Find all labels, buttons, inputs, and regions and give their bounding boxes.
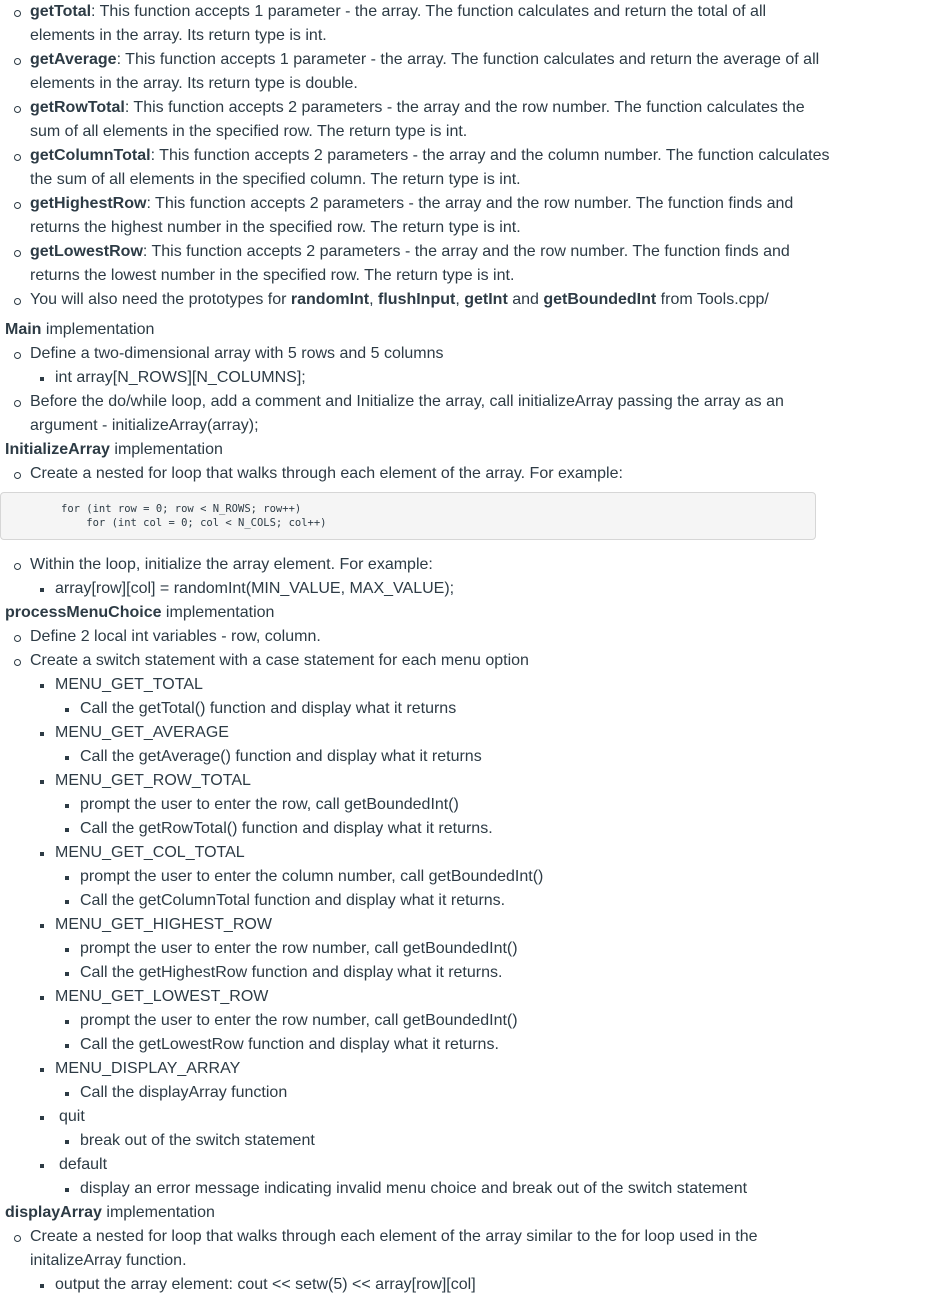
bullet-square-icon [40,1164,44,1168]
bullet-circle-icon [14,563,21,570]
bullet-square-icon [40,588,44,592]
bullet-square-icon [40,996,44,1000]
case-item: Call the getColumnTotal function and display what it returns. [80,889,505,913]
function-item-getaverage-cont: elements in the array. Its return type is double. [30,75,358,92]
function-item-gethighestrow-cont: returns the highest number in the specified row. The return type is int. [30,219,521,236]
case-label: MENU_GET_COL_TOTAL [55,841,245,865]
case-label: MENU_GET_LOWEST_ROW [55,985,268,1009]
function-item-getrowtotal-cont: sum of all elements in the specified row. The return type is int. [30,123,468,140]
display-heading: displayArray implementation [5,1204,215,1221]
code-line: for (int row = 0; row < N_ROWS; row++) [61,503,302,515]
bullet-circle-icon [14,106,21,113]
bullet-square-icon [65,756,69,760]
case-item: display an error message indicating invalid menu choice and break out of the switch statement [80,1177,747,1201]
bullet-square-icon [65,708,69,712]
function-item-getcolumntotal-cont: the sum of all elements in the specified column. The return type is int. [30,171,521,188]
main-define-item: Define a two-dimensional array with 5 rows and 5 columns [30,342,444,366]
bullet-circle-icon [14,635,21,642]
function-item-getaverage: getAverage: This function accepts 1 parameter - the array. The function calculates and return the average of all [30,48,819,72]
bullet-square-icon [65,1188,69,1192]
display-nested-item-cont: initalizeArray function. [30,1252,187,1269]
case-item: Call the getRowTotal() function and display what it returns. [80,817,493,841]
init-within-item: Within the loop, initialize the array element. For example: [30,553,433,577]
main-decl-item: int array[N_ROWS][N_COLUMNS]; [55,366,306,390]
display-output-item: output the array element: cout << setw(5) << array[row][col] [55,1273,476,1297]
bullet-square-icon [40,684,44,688]
main-before-item-cont: argument - initializeArray(array); [30,417,259,434]
function-item-getlowestrow: getLowestRow: This function accepts 2 parameters - the array and the row number. The function finds and [30,240,790,264]
function-item-gettotal: getTotal: This function accepts 1 parameter - the array. The function calculates and return the total of all [30,0,766,24]
bullet-square-icon [65,876,69,880]
bullet-square-icon [40,1284,44,1288]
bullet-circle-icon [14,58,21,65]
bullet-square-icon [65,1092,69,1096]
bullet-square-icon [40,1116,44,1120]
bullet-square-icon [40,1068,44,1072]
bullet-circle-icon [14,202,21,209]
bullet-circle-icon [14,1235,21,1242]
case-label: MENU_GET_AVERAGE [55,721,229,745]
bullet-square-icon [40,377,44,381]
main-before-item: Before the do/while loop, add a comment and Initialize the array, call initializeArray passing the array as an [30,390,784,414]
case-label: default [59,1153,107,1177]
bullet-square-icon [65,1020,69,1024]
process-switch-item: Create a switch statement with a case statement for each menu option [30,649,529,673]
case-item: Call the getAverage() function and display what it returns [80,745,482,769]
bullet-circle-icon [14,154,21,161]
bullet-circle-icon [14,250,21,257]
case-item: prompt the user to enter the row, call getBoundedInt() [80,793,459,817]
case-item: prompt the user to enter the row number, call getBoundedInt() [80,937,518,961]
case-item: prompt the user to enter the row number, call getBoundedInt() [80,1009,518,1033]
bullet-circle-icon [14,352,21,359]
display-nested-item: Create a nested for loop that walks through each element of the array similar to the for loop used in the [30,1225,758,1249]
bullet-square-icon [40,924,44,928]
code-line: for (int col = 0; col < N_COLS; col++) [61,517,327,529]
bullet-square-icon [65,1140,69,1144]
case-label: MENU_DISPLAY_ARRAY [55,1057,240,1081]
bullet-circle-icon [14,400,21,407]
case-label: MENU_GET_ROW_TOTAL [55,769,251,793]
code-block [0,492,816,540]
bullet-square-icon [65,972,69,976]
init-assign-item: array[row][col] = randomInt(MIN_VALUE, MAX_VALUE); [55,577,454,601]
case-label: quit [59,1105,85,1129]
bullet-circle-icon [14,659,21,666]
case-label: MENU_GET_HIGHEST_ROW [55,913,272,937]
case-item: Call the getTotal() function and display what it returns [80,697,456,721]
process-heading: processMenuChoice implementation [5,604,275,621]
bullet-square-icon [40,780,44,784]
bullet-circle-icon [14,298,21,305]
case-item: prompt the user to enter the column number, call getBoundedInt() [80,865,543,889]
case-item: break out of the switch statement [80,1129,315,1153]
case-item: Call the getLowestRow function and display what it returns. [80,1033,499,1057]
bullet-square-icon [40,852,44,856]
function-item-getrowtotal: getRowTotal: This function accepts 2 parameters - the array and the row number. The function calculates the [30,96,805,120]
case-label: MENU_GET_TOTAL [55,673,203,697]
case-item: Call the getHighestRow function and display what it returns. [80,961,502,985]
main-heading: Main implementation [5,321,155,338]
bullet-square-icon [65,900,69,904]
bullet-square-icon [65,828,69,832]
process-locals-item: Define 2 local int variables - row, column. [30,625,321,649]
bullet-circle-icon [14,10,21,17]
init-nested-item: Create a nested for loop that walks through each element of the array. For example: [30,462,623,486]
init-heading: InitializeArray implementation [5,441,223,458]
bullet-circle-icon [14,472,21,479]
function-item-getlowestrow-cont: returns the lowest number in the specified row. The return type is int. [30,267,515,284]
bullet-square-icon [65,804,69,808]
bullet-square-icon [65,948,69,952]
bullet-square-icon [65,1044,69,1048]
function-item-getcolumntotal: getColumnTotal: This function accepts 2 parameters - the array and the column number. The function calculates [30,144,829,168]
case-item: Call the displayArray function [80,1081,287,1105]
prototypes-item: You will also need the prototypes for randomInt, flushInput, getInt and getBoundedInt from Tools.cpp/ [30,288,769,312]
bullet-square-icon [40,732,44,736]
function-item-gettotal-cont: elements in the array. Its return type is int. [30,27,327,44]
function-item-gethighestrow: getHighestRow: This function accepts 2 parameters - the array and the row number. The function finds and [30,192,793,216]
